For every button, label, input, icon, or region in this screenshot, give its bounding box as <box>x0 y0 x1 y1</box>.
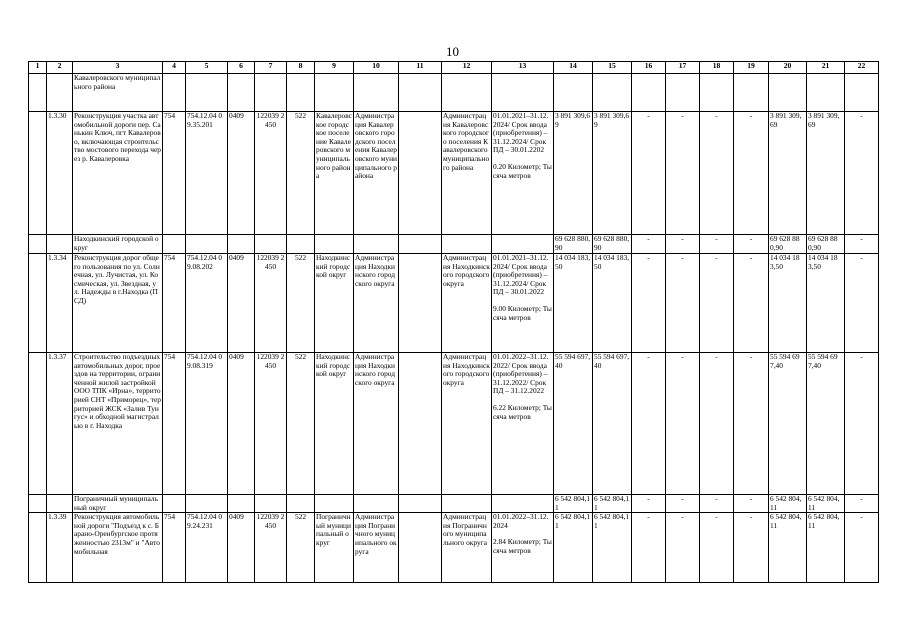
table-cell: 1.3.34 <box>47 254 73 353</box>
table-cell <box>255 74 287 112</box>
table-cell: Реконструкция дорог общего пользования по ул. Солнечная, ул. Лучистая, ул. Космическая, ул. Звездная, ул. Надежды в г.Находка (ПСД) <box>73 254 163 353</box>
table-cell: - <box>700 495 734 513</box>
table-cell: 6 542 804,11 <box>807 495 845 513</box>
table-cell <box>29 74 47 112</box>
table-cell <box>399 353 442 495</box>
table-cell: 3 891 309,69 <box>769 112 807 235</box>
table-cell: Находкинский городской округ <box>315 353 354 495</box>
table-cell: - <box>700 353 734 495</box>
column-header: 11 <box>399 62 442 74</box>
table-cell: - <box>700 254 734 353</box>
table-cell <box>228 495 255 513</box>
table-cell <box>399 112 442 235</box>
table-cell: 6 542 804,11 <box>769 513 807 583</box>
table-cell: - <box>734 254 769 353</box>
table-cell <box>399 235 442 254</box>
column-header: 1 <box>29 62 47 74</box>
table-cell <box>700 74 734 112</box>
table-cell <box>29 495 47 513</box>
table-cell: Администрация Находкинского городского округа <box>354 254 399 353</box>
column-header: 6 <box>228 62 255 74</box>
table-cell: Реконструкция автомобильной дороги "Подъезд к с. Барано-Оренбургское протяженностью 2313м" и "Автомобильная <box>73 513 163 583</box>
table-cell <box>287 235 315 254</box>
column-header: 7 <box>255 62 287 74</box>
table-cell <box>29 112 47 235</box>
table-cell <box>287 74 315 112</box>
column-header: 9 <box>315 62 354 74</box>
table-cell <box>354 74 399 112</box>
table-cell: 14 034 183,50 <box>807 254 845 353</box>
table-cell: 522 <box>287 513 315 583</box>
table-cell: 754 <box>163 112 186 235</box>
table-cell: 14 034 183,50 <box>769 254 807 353</box>
capacity-text: 9.00 Километр; Тысяча метров <box>493 303 552 322</box>
table-cell: 122039 2450 <box>255 353 287 495</box>
table-cell <box>29 235 47 254</box>
table-cell <box>492 254 554 353</box>
table-cell <box>47 495 73 513</box>
table-cell: 0409 <box>228 112 255 235</box>
table-cell <box>287 495 315 513</box>
table-row <box>29 513 879 583</box>
table-cell: 6 542 804,11 <box>593 495 632 513</box>
table-cell: 6 542 804,11 <box>554 513 593 583</box>
table-cell: Строительство подъездных автомобильных дорог, проездов на территории, ограниченной жилой застройкой ООО ТПК «Ирна», территорией СНТ «Приморец», территорией ЖСК «Залив Тунгус» и обходной магистралью в г. Находка <box>73 353 163 495</box>
table-cell <box>442 235 492 254</box>
column-header: 17 <box>666 62 700 74</box>
table-cell <box>315 235 354 254</box>
table-cell: 122039 2450 <box>255 513 287 583</box>
table-cell <box>492 513 554 583</box>
table-cell: - <box>845 353 879 495</box>
table-cell <box>186 74 228 112</box>
table-cell <box>255 495 287 513</box>
column-header: 18 <box>700 62 734 74</box>
column-header: 2 <box>47 62 73 74</box>
column-header: 3 <box>73 62 163 74</box>
table-cell: 6 542 804,11 <box>769 495 807 513</box>
table-cell: 0409 <box>228 353 255 495</box>
table-cell: Пограничный муниципальный округ <box>315 513 354 583</box>
table-cell: Кавалеровского муниципального района <box>73 74 163 112</box>
table-cell <box>845 74 879 112</box>
table-cell: - <box>700 235 734 254</box>
group-row <box>29 495 879 513</box>
table-cell <box>47 235 73 254</box>
table-cell: 754 <box>163 353 186 495</box>
term-text: 01.01.2021–31.12.2024/ Срок ввода (приобретения) – 31.12.2024/ Срок ПД – 30.01.2202 <box>493 111 549 155</box>
table-cell <box>163 235 186 254</box>
column-header: 14 <box>554 62 593 74</box>
group-row <box>29 235 879 254</box>
table-cell <box>186 235 228 254</box>
table-cell: - <box>734 513 769 583</box>
table-row <box>29 353 879 495</box>
table-cell: Администрация Пограничного муниципального округа <box>442 513 492 583</box>
table-cell <box>632 74 666 112</box>
column-header: 19 <box>734 62 769 74</box>
table-cell <box>593 74 632 112</box>
table-cell: 754 <box>163 254 186 353</box>
table-cell: 69 628 880,90 <box>807 235 845 254</box>
table-cell <box>492 235 554 254</box>
table-cell: - <box>734 353 769 495</box>
term-text: 01.01.2022–31.12.2024 <box>493 512 549 530</box>
column-header: 5 <box>186 62 228 74</box>
table-cell <box>442 495 492 513</box>
table-cell: Находкинский городской округ <box>315 254 354 353</box>
table-cell: 1.3.37 <box>47 353 73 495</box>
group-row <box>29 74 879 112</box>
table-cell: - <box>632 112 666 235</box>
table-cell: 754.12.04 09.35.201 <box>186 112 228 235</box>
table-cell: - <box>632 353 666 495</box>
column-header: 8 <box>287 62 315 74</box>
table-cell: Пограничный муниципальный округ <box>73 495 163 513</box>
table-cell: 14 034 183,50 <box>554 254 593 353</box>
table-cell: 14 034 183,50 <box>593 254 632 353</box>
table-cell: - <box>632 254 666 353</box>
table-cell: - <box>845 235 879 254</box>
table-cell <box>354 235 399 254</box>
table-cell: - <box>666 235 700 254</box>
table-row <box>29 254 879 353</box>
table-cell <box>666 74 700 112</box>
column-header: 20 <box>769 62 807 74</box>
table-cell: 0409 <box>228 254 255 353</box>
table-cell: 3 891 309,69 <box>593 112 632 235</box>
table-cell <box>399 74 442 112</box>
table-cell: 522 <box>287 112 315 235</box>
table-cell: 522 <box>287 353 315 495</box>
table-cell: - <box>666 353 700 495</box>
table-cell <box>399 513 442 583</box>
table-cell: 6 542 804,11 <box>807 513 845 583</box>
table-cell <box>554 74 593 112</box>
table-cell: 6 542 804,11 <box>593 513 632 583</box>
capacity-text: 6.22 Километр; Тысяча метров <box>493 402 552 421</box>
table-cell: 0409 <box>228 513 255 583</box>
table-cell: 122039 2450 <box>255 254 287 353</box>
header-row <box>29 62 879 74</box>
page-number: 10 <box>446 44 459 59</box>
table-cell <box>29 513 47 583</box>
table-cell: 55 594 697,40 <box>554 353 593 495</box>
table-cell: - <box>700 112 734 235</box>
table-cell: 3 891 309,69 <box>554 112 593 235</box>
table-cell <box>228 235 255 254</box>
table-cell: Администрация Пограничного муниципального округа <box>354 513 399 583</box>
table-cell: - <box>845 513 879 583</box>
table-cell: - <box>700 513 734 583</box>
table-cell <box>186 495 228 513</box>
table-cell: 1.3.30 <box>47 112 73 235</box>
table-cell <box>163 74 186 112</box>
table-cell: - <box>734 495 769 513</box>
table-cell: - <box>666 495 700 513</box>
table-cell <box>228 74 255 112</box>
table-cell: - <box>666 254 700 353</box>
table-cell: 754.12.04 09.08.202 <box>186 254 228 353</box>
table-cell <box>734 74 769 112</box>
table-cell: Администрация Кавалеровского городского поселения Кавалеровского муниципального района <box>442 112 492 235</box>
table-cell: 754.12.04 09.24.231 <box>186 513 228 583</box>
data-table <box>28 61 879 583</box>
table-cell: Администрация Находкинского городского округа <box>442 353 492 495</box>
table-cell <box>492 112 554 235</box>
table-cell: 522 <box>287 254 315 353</box>
table-cell: 55 594 697,40 <box>807 353 845 495</box>
table-cell <box>492 495 554 513</box>
column-header: 15 <box>593 62 632 74</box>
table-cell: 69 628 880,90 <box>554 235 593 254</box>
table-cell <box>47 74 73 112</box>
table-cell: Администрация Находкинского городского округа <box>354 353 399 495</box>
table-cell <box>354 495 399 513</box>
table-cell: 55 594 697,40 <box>769 353 807 495</box>
table-cell <box>442 74 492 112</box>
table-cell: Администрация Кавалеровского городского поселения Кавалеровского муниципального района <box>354 112 399 235</box>
table-cell: - <box>734 112 769 235</box>
table-cell: Администрация Находкинского городского округа <box>442 254 492 353</box>
table-cell <box>163 495 186 513</box>
table-cell <box>29 353 47 495</box>
table-cell <box>399 254 442 353</box>
column-header: 22 <box>845 62 879 74</box>
term-text: 01.01.2022–31.12.2022/ Срок ввода (приобретения) – 31.12.2022/ Срок ПД – 31.12.2022 <box>493 352 549 396</box>
table-cell: - <box>845 495 879 513</box>
column-header: 21 <box>807 62 845 74</box>
table-cell: Находкинский городской округ <box>73 235 163 254</box>
table-cell: 55 594 697,40 <box>593 353 632 495</box>
table-cell: - <box>845 254 879 353</box>
column-header: 4 <box>163 62 186 74</box>
table-cell: 3 891 309,69 <box>807 112 845 235</box>
table-cell: 1.3.39 <box>47 513 73 583</box>
table-cell: Кавалеровское городское поселение Кавалеровского муниципального района <box>315 112 354 235</box>
table-cell: - <box>666 112 700 235</box>
table-row <box>29 112 879 235</box>
table-cell <box>807 74 845 112</box>
table-cell: - <box>734 235 769 254</box>
table-cell: Реконструкция участка автомобильной дороги пер. Санькин Ключ, пгт Кавалерово, включающая строительство мостового перехода через р. Кавалеровка <box>73 112 163 235</box>
table-cell <box>315 74 354 112</box>
table-cell: - <box>632 235 666 254</box>
table-cell <box>255 235 287 254</box>
table-cell: 69 628 880,90 <box>593 235 632 254</box>
table-cell <box>315 495 354 513</box>
column-header: 16 <box>632 62 666 74</box>
term-text: 01.01.2021–31.12.2024/ Срок ввода (приобретения) – 31.12.2024/ Срок ПД – 30.01.2022 <box>493 253 549 297</box>
column-header: 10 <box>354 62 399 74</box>
table-cell: - <box>632 495 666 513</box>
table-cell: - <box>845 112 879 235</box>
table-cell: 754.12.04 09.08.319 <box>186 353 228 495</box>
capacity-text: 0.20 Километр; Тысяча метров <box>493 161 552 180</box>
capacity-text: 2.84 Километр; Тысяча метров <box>493 537 552 555</box>
table-cell: 754 <box>163 513 186 583</box>
table-cell <box>29 254 47 353</box>
column-header: 13 <box>492 62 554 74</box>
table-cell: 6 542 804,11 <box>554 495 593 513</box>
table-cell: - <box>666 513 700 583</box>
column-header: 12 <box>442 62 492 74</box>
table-cell: 69 628 880,90 <box>769 235 807 254</box>
table-cell <box>399 495 442 513</box>
table-cell: 122039 2450 <box>255 112 287 235</box>
table-cell <box>492 353 554 495</box>
table-cell <box>769 74 807 112</box>
table-cell <box>492 74 554 112</box>
table-cell: - <box>632 513 666 583</box>
